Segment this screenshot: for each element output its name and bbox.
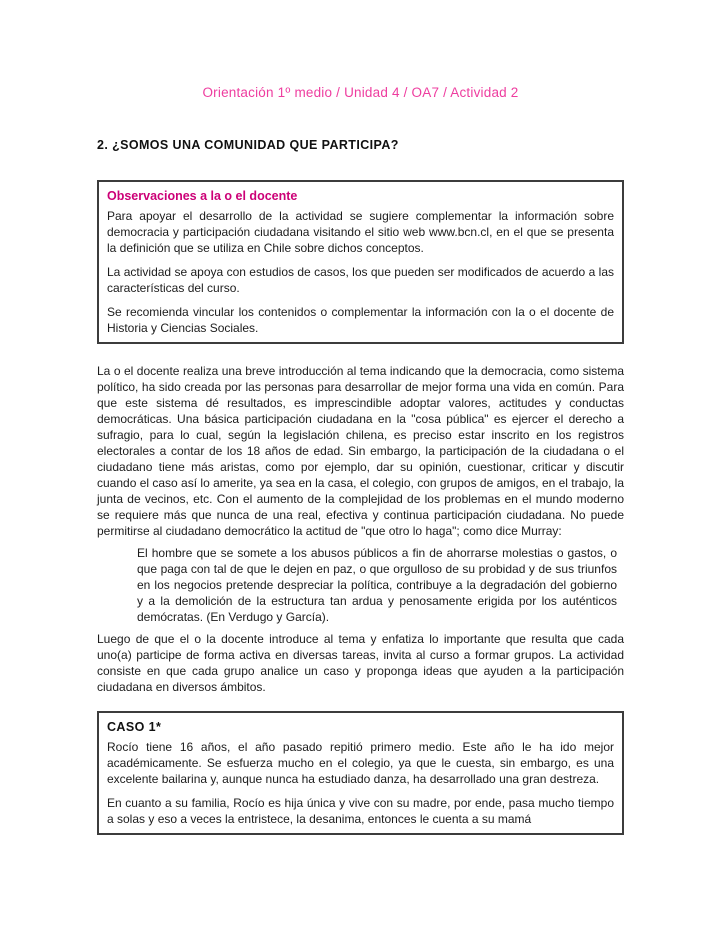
observations-paragraph: Para apoyar el desarrollo de la actividad se sugiere complementar la información sobre democracia y participación ciudadana visitando el sitio web www.bcn.cl, en el que se presenta la definición que se utiliza en Chile sobre dichos conceptos. [107, 209, 614, 255]
case-paragraph: En cuanto a su familia, Rocío es hija única y vive con su madre, por ende, pasa mucho tiempo a solas y eso a veces la entristece, la desanima, entonces le cuenta a su mamá [107, 796, 614, 826]
block-quote: El hombre que se somete a los abusos públicos a fin de ahorrarse molestias o gastos, o que paga con tal de que le dejen en paz, o que orgulloso de su probidad y de sus triunfos en los negocios pretende despreciar la política, contribuye a la degradación del gobierno y a la demolición de la estructura tan ardua y penosamente erigida por los auténticos demócratas. (En Verdugo y García). [137, 546, 617, 624]
observations-paragraph: La actividad se apoya con estudios de casos, los que pueden ser modificados de acuerdo a las características del curso. [107, 265, 614, 295]
section-heading: 2. ¿SOMOS UNA COMUNIDAD QUE PARTICIPA? [97, 138, 399, 152]
closing-paragraph: Luego de que el o la docente introduce al tema y enfatiza lo importante que resulta que cada uno(a) participe de forma activa en diversas tareas, invita al curso a formar grupos. La actividad consiste en que cada grupo analice un caso y proponga ideas que ayuden a la participación ciudadana en diversos ámbitos. [97, 632, 624, 694]
case-1-box [97, 711, 624, 835]
observations-paragraph: Se recomienda vincular los contenidos o complementar la información con la o el docente de Historia y Ciencias Sociales. [107, 305, 614, 335]
observations-box [97, 180, 624, 344]
observations-box-header: Observaciones a la o el docente [107, 189, 298, 203]
case-1-box-header: CASO 1* [107, 720, 162, 734]
document-title: Orientación 1º medio / Unidad 4 / OA7 / Actividad 2 [202, 85, 519, 100]
case-paragraph: Rocío tiene 16 años, el año pasado repitió primero medio. Este año le ha ido mejor académicamente. Se esfuerza mucho en el colegio, ya que le cuesta, sin embargo, es una excelente bailarina y, aunque nunca ha estudiado danza, ha desarrollado una gran destreza. [107, 740, 614, 786]
intro-paragraph: La o el docente realiza una breve introducción al tema indicando que la democracia, como sistema político, ha sido creada por las personas para desarrollar de mejor forma una vida en común. Para que este sistema dé resultados, es imprescindible adoptar valores, actitudes y conductas democráticas. Una básica participación ciudadana en la "cosa pública" es ejercer el derecho a sufragio, para lo cual, según la legislación chilena, es preciso estar inscrito en los registros electorales a contar de los 18 años de edad. Sin embargo, la participación de la ciudadana o el ciudadano tiene más aristas, como por ejemplo, dar su opinión, cuestionar, criticar y discutir cuando el caso así lo amerite, ya sea en la casa, el colegio, con grupos de amigos, en el trabajo, la junta de vecinos, etc. Con el aumento de la complejidad de los problemas en el mundo moderno se requiere más que nunca de una real, efectiva y continua participación ciudadana. No puede permitirse al ciudadano democrático la actitud de "que otro lo haga"; como dice Murray: [97, 364, 624, 538]
